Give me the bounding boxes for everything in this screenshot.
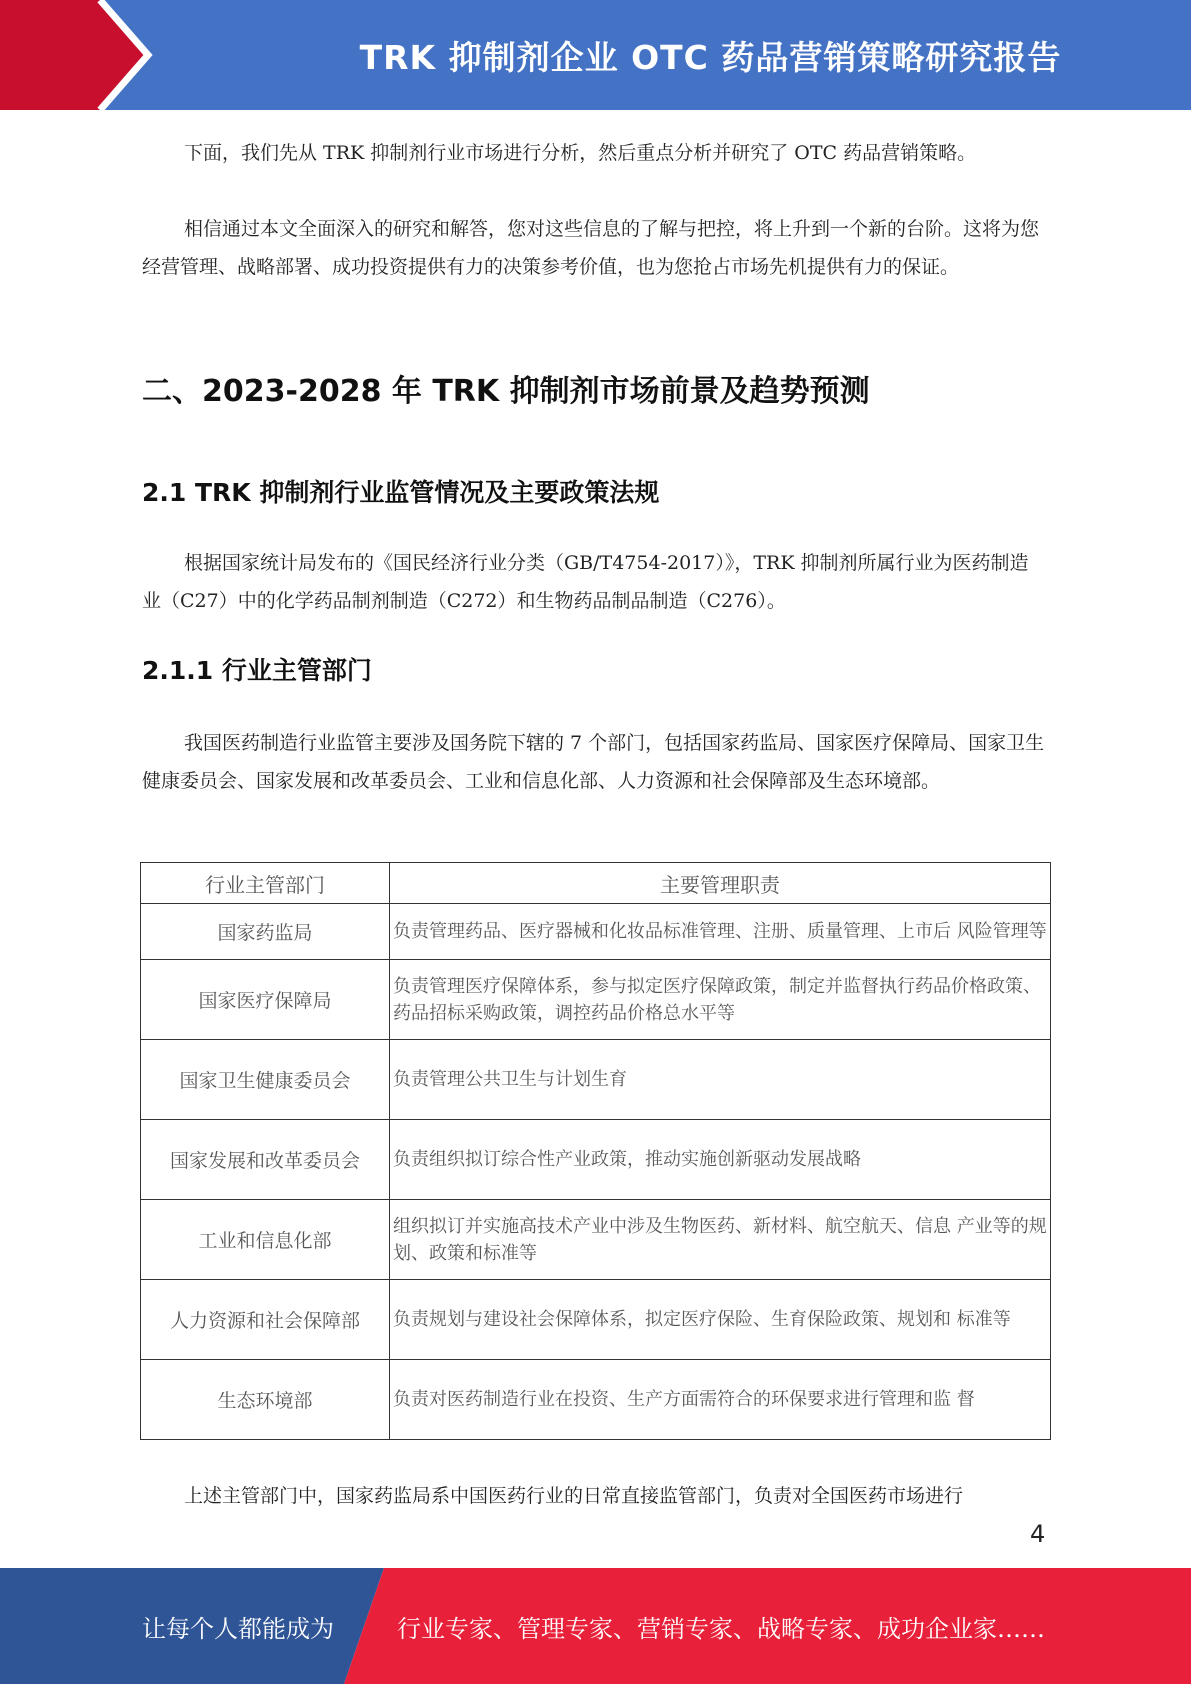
department-name: 国家卫生健康委员会 <box>141 1040 390 1120</box>
department-duty: 负责管理药品、医疗器械和化妆品标准管理、注册、质量管理、上市后 风险管理等 <box>390 904 1051 960</box>
table-row <box>141 1200 1051 1280</box>
page-number: 4 <box>1030 1520 1046 1548</box>
table-header-row <box>141 863 1051 904</box>
value-paragraph: 相信通过本文全面深入的研究和解答，您对这些信息的了解与把控，将上升到一个新的台阶。这将为您经营管理、战略部署、成功投资提供有力的决策参考价值，也为您抢占市场先机提供有力的保证。 <box>142 218 1040 278</box>
header-arrow-decoration <box>0 0 260 110</box>
table-header-cell: 主要管理职责 <box>390 863 1051 904</box>
section-heading: 二、2023-2028 年 TRK 抑制剂市场前景及趋势预测 <box>142 374 870 409</box>
department-duty: 负责管理公共卫生与计划生育 <box>390 1040 1051 1120</box>
department-name: 人力资源和社会保障部 <box>141 1280 390 1360</box>
subsection-heading: 2.1 TRK 抑制剂行业监管情况及主要政策法规 <box>142 478 660 507</box>
department-table <box>140 862 1051 1440</box>
page-header <box>0 0 1191 110</box>
closing-paragraph: 上述主管部门中，国家药监局系中国医药行业的日常直接监管部门，负责对全国医药市场进行 <box>184 1485 964 1507</box>
department-duty: 负责对医药制造行业在投资、生产方面需符合的环保要求进行管理和监 督 <box>390 1360 1051 1440</box>
table-row <box>141 1360 1051 1440</box>
table-row <box>141 1120 1051 1200</box>
table-row <box>141 1040 1051 1120</box>
department-duty: 组织拟订并实施高技术产业中涉及生物医药、新材料、航空航天、信息 产业等的规划、政策和标准等 <box>390 1200 1051 1280</box>
table-row <box>141 1280 1051 1360</box>
table-header-cell: 行业主管部门 <box>141 863 390 904</box>
department-name: 国家药监局 <box>141 904 390 960</box>
table-row <box>141 960 1051 1040</box>
departments-paragraph: 我国医药制造行业监管主要涉及国务院下辖的 7 个部门，包括国家药监局、国家医疗保障局、国家卫生健康委员会、国家发展和改革委员会、工业和信息化部、人力资源和社会保障部及生态环境部。 <box>142 732 1045 792</box>
subsubsection-heading: 2.1.1 行业主管部门 <box>142 656 372 685</box>
department-name: 生态环境部 <box>141 1360 390 1440</box>
footer-slogan-right: 行业专家、管理专家、营销专家、战略专家、成功企业家…… <box>397 1614 1045 1643</box>
table-row <box>141 904 1051 960</box>
department-name: 工业和信息化部 <box>141 1200 390 1280</box>
header-title: TRK 抑制剂企业 OTC 药品营销策略研究报告 <box>359 37 1062 77</box>
department-name: 国家发展和改革委员会 <box>141 1120 390 1200</box>
department-name: 国家医疗保障局 <box>141 960 390 1040</box>
department-duty: 负责规划与建设社会保障体系，拟定医疗保险、生育保险政策、规划和 标准等 <box>390 1280 1051 1360</box>
department-duty: 负责组织拟订综合性产业政策，推动实施创新驱动发展战略 <box>390 1120 1051 1200</box>
footer-slogan-left: 让每个人都能成为 <box>142 1614 334 1643</box>
classification-paragraph: 根据国家统计局发布的《国民经济行业分类（GB/T4754-2017）》，TRK 抑制剂所属行业为医药制造业（C27）中的化学药品制剂制造（C272）和生物药品制品制造（C276）。 <box>142 552 1029 612</box>
intro-paragraph: 下面，我们先从 TRK 抑制剂行业市场进行分析，然后重点分析并研究了 OTC 药品营销策略。 <box>184 142 977 164</box>
page-footer <box>0 1568 1191 1684</box>
department-duty: 负责管理医疗保障体系，参与拟定医疗保障政策，制定并监督执行药品价格政策、药品招标采购政策，调控药品价格总水平等 <box>390 960 1051 1040</box>
